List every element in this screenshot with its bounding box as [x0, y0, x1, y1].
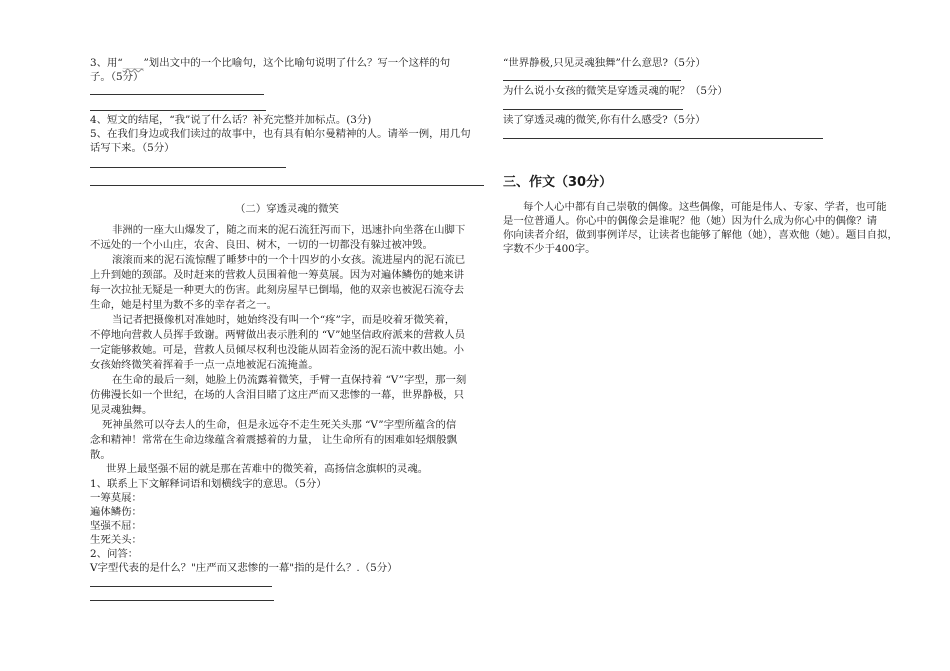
- answer-line[interactable]: [90, 167, 286, 168]
- essay-line: 你向读者介绍，做到事例详尽，让读者也能够了解他（她），喜欢他（她）。题目自拟，: [503, 229, 898, 241]
- answer-line[interactable]: [503, 109, 683, 110]
- question-1: 1、联系上下文解释词语和划横线字的意思。（5分）: [90, 478, 327, 490]
- passage-line: 上升到她的颈部。及时赶来的营救人员围着他一筹莫展。因为对遍体鳞伤的她来讲: [90, 269, 465, 281]
- passage-line: 世界上最坚强不屈的就是那在苦难中的微笑着，高扬信念旗帜的灵魂。: [106, 463, 429, 475]
- question-3-line2: 子。（5分）: [90, 71, 144, 83]
- question-2-sub: V字型代表的是什么？"庄严而又悲惨的一幕"指的是什么？.（5分）: [90, 562, 398, 574]
- vocab-item: 坚强不屈：: [90, 520, 142, 532]
- answer-line[interactable]: [503, 138, 823, 139]
- answer-line[interactable]: [90, 600, 274, 601]
- passage-line: 散。: [90, 449, 111, 461]
- answer-line[interactable]: [90, 110, 266, 111]
- passage-line: 非洲的一座大山爆发了，随之而来的泥石流狂泻而下，迅速扑向坐落在山脚下: [112, 224, 466, 236]
- passage-line: 见灵魂独舞。: [90, 404, 153, 416]
- answer-line[interactable]: [503, 80, 681, 81]
- passage-line: 一定能够救她。可是，营救人员倾尽权利也没能从固若金汤的泥石流中救出她。小: [90, 344, 465, 356]
- passage-line: 死神虽然可以夺去人的生命，但是永远夺不走生死关头那 “V”字型所蕴含的信: [102, 419, 457, 431]
- vocab-item: 生死关头：: [90, 534, 142, 546]
- question-2: 2、问答：: [90, 548, 139, 560]
- vocab-item: 遍体鳞伤：: [90, 506, 142, 518]
- right-question-2: 为什么说小女孩的微笑是穿透灵魂的呢？（5分）: [503, 85, 728, 97]
- answer-line[interactable]: [90, 94, 264, 95]
- question-5-line1: 5、在我们身边或我们读过的故事中，也有具有帕尔曼精神的人。请举一例，用几句: [90, 128, 471, 140]
- q3-prefix: 3、用“: [90, 57, 123, 69]
- q3-text: ”划出文中的一个比喻句，这个比喻句说明了什么？写一个这样的句: [143, 57, 451, 69]
- passage-line: 生命，她是村里为数不多的幸存者之一。: [90, 299, 278, 311]
- essay-line: 每个人心中都有自己崇敬的偶像。这些偶像，可能是伟人、专家、学者，也可能: [523, 201, 887, 213]
- essay-line: 字数不少于400字。: [503, 243, 596, 255]
- section-title-composition: 三、作文（30分）: [503, 175, 613, 190]
- passage-line: 滚滚而来的泥石流惊醒了睡梦中的一个十四岁的小女孩。流进屋内的泥石流已: [112, 254, 466, 266]
- wavy-line-mark: ____: [122, 57, 144, 69]
- passage-line: 仿佛漫长如一个世纪，在场的人含泪目睹了这庄严而又悲惨的一幕，世界静极，只: [90, 389, 465, 401]
- answer-line[interactable]: [90, 185, 484, 186]
- question-4: 4、短文的结尾，“我”说了什么话？补充完整并加标点。(3分): [90, 114, 372, 126]
- passage-line: 当记者把摄像机对准她时，她始终没有叫一个“疼”字，而是咬着牙微笑着，: [112, 314, 456, 326]
- vocab-item: 一筹莫展：: [90, 492, 142, 504]
- right-question-3: 读了穿透灵魂的微笑,你有什么感受?（5分）: [503, 114, 706, 126]
- passage-line: 每一次拉扯无疑是一种更大的伤害。此刻房屋早已倒塌，他的双亲也被泥石流夺去: [90, 284, 465, 296]
- passage-title: （二）穿透灵魂的微笑: [235, 203, 339, 215]
- passage-line: 女孩始终微笑着挥着手一点一点地被泥石流掩盖。: [90, 359, 319, 371]
- question-5-line2: 话写下来。（5分）: [90, 142, 175, 154]
- passage-line: 不停地向营救人员挥手致谢。两臂做出表示胜利的 “V”她坚信政府派来的营救人员: [90, 329, 466, 341]
- passage-line: 念和精神！常常在生命边缘蕴含着震撼着的力量， 让生命所有的困难如轻烟般飘: [90, 434, 457, 446]
- answer-line[interactable]: [90, 586, 272, 587]
- essay-line: 是一位普通人。你心中的偶像会是谁呢？他（她）因为什么成为你心中的偶像？请: [503, 215, 878, 227]
- right-question-1: “世界静极,只见灵魂独舞”什么意思?（5分）: [503, 57, 706, 69]
- question-3: [90, 56, 450, 70]
- passage-line: 不远处的一个小山庄，农舍、良田、树木，一切的一切都没有躲过被冲毁。: [90, 239, 433, 251]
- passage-line: 在生命的最后一刻，她脸上仍流露着微笑，手臂一直保持着 “V”字型，那一刻: [112, 374, 467, 386]
